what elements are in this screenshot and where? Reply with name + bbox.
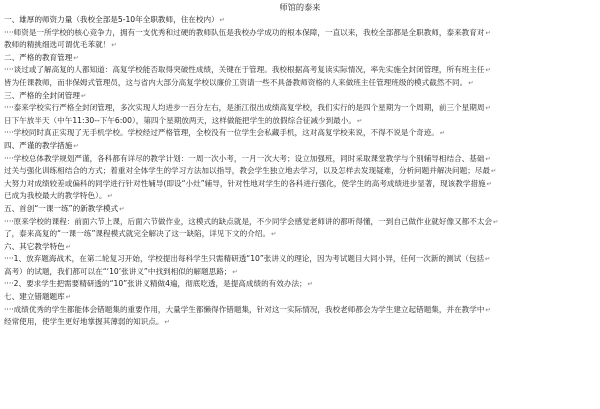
section-heading xyxy=(4,203,596,216)
line-text: ····成绩优秀的学生都能体会错题集的重要作用，大量学生都懒得作错题集，针对这一实际情况，我校老师都会为学生建立起错题集，并在教学中 xyxy=(4,304,485,314)
paragraph-mark: ↵ xyxy=(468,78,474,87)
line-text: 六、其它教学特色 xyxy=(4,241,65,251)
document-body xyxy=(4,14,596,329)
paragraph-line xyxy=(4,228,596,241)
paragraph-mark: ↵ xyxy=(307,280,314,289)
section-heading xyxy=(4,241,596,254)
paragraph-line xyxy=(4,115,596,128)
paragraph-line xyxy=(4,190,596,203)
line-text: ····2、要求学生把需要精研透的“10”张讲义精做4遍，彻底吃透，是提高成绩的有效办法； xyxy=(4,279,307,289)
line-text: 了，泰来高复的“一课一练”课程模式就完全解决了这一缺陷，详见下文的介绍。 xyxy=(4,229,271,239)
paragraph-line xyxy=(4,165,596,178)
line-text: 一、雄厚的师资力量（我校全部是5-10年全职教师，住在校内） xyxy=(4,15,219,24)
line-text: 日下午放半天（中午11:30--下午6:00），第四个星期放两天，这样做能把学生的放假综合征减少到最小。 xyxy=(4,115,356,125)
line-text: ····泰来学校实行严格全封闭管理，多次实现人均进步一百分左右，是浙江很出成绩高复学校，我们实行的是四个星期为一个周期，前三个星期周 xyxy=(4,103,485,113)
paragraph-mark: ↵ xyxy=(485,104,491,113)
line-text: ····师资是一所学校的核心竞争力，拥有一支优秀和过硬的教师队伍是我校办学成功的根本保障，一直以来，我校全部都是全职教师，泰来教育对 xyxy=(4,27,485,37)
paragraph-line xyxy=(4,316,596,329)
line-text: 二、严格的教育管理 xyxy=(4,52,73,62)
line-text: 皆为任课教师，而非保姆式管理员，这与省内大部分高复学校以廉价工资请一些不具备教师资格的人来做班主任管理班级的模式截然不同。 xyxy=(4,77,468,87)
line-text: 高考）的试题，我们都可以在“‘10’张讲义”中找到相似的解题思路； xyxy=(4,266,232,276)
paragraph-line xyxy=(4,27,596,40)
paragraph-mark: ↵ xyxy=(219,16,226,24)
paragraph-line xyxy=(4,178,596,191)
paragraph-mark: ↵ xyxy=(485,154,491,163)
paragraph-line xyxy=(4,266,596,279)
line-text: 三、严格的全封闭管理 xyxy=(4,90,80,100)
section-heading xyxy=(4,14,596,27)
paragraph-mark: ↵ xyxy=(271,230,277,239)
paragraph-mark: ↵ xyxy=(107,192,113,201)
paragraph-mark: ↵ xyxy=(356,116,363,125)
line-text: ····原来学校的课程：前面六节上课，后面六节做作业，这模式的缺点就是，不少同学会感觉老师讲的都听得懂，一到自己做作业就好像又都不太会 xyxy=(4,216,493,226)
line-text: ····1、放弃题海战术，在第二轮复习开始，学校提出每科学生只需精研透“10”张讲义的理论，因为考试题目大同小异，任何一次新的测试（包括 xyxy=(4,254,485,264)
paragraph-mark: ↵ xyxy=(232,267,238,276)
paragraph-line xyxy=(4,153,596,166)
paragraph-line xyxy=(4,39,596,52)
paragraph-line xyxy=(4,253,596,266)
line-text: ····学校同时真正实现了无手机学校。学校经过严格管理，全校没有一位学生会私藏手机，这对高复学校来说，不得不说是个奇迹。 xyxy=(4,128,439,138)
paragraph-mark: ↵ xyxy=(486,179,493,188)
line-text: 七、建立错题题库 xyxy=(4,292,65,302)
paragraph-mark: ↵ xyxy=(80,91,87,100)
paragraph-mark: ↵ xyxy=(485,66,491,75)
paragraph-mark: ↵ xyxy=(485,28,491,37)
line-text: 大努力对成绩较差或偏科的同学进行针对性辅导(即设“小灶”辅导，针对性地对学生的各科进行强化，使学生的高考成绩进步显著，现该教学措施 xyxy=(4,178,486,188)
paragraph-mark: ↵ xyxy=(65,293,72,302)
paragraph-line xyxy=(4,278,596,291)
paragraph-mark: ↵ xyxy=(119,204,125,213)
paragraph-mark: ↵ xyxy=(491,167,497,176)
paragraph-line xyxy=(4,127,596,140)
paragraph-mark: ↵ xyxy=(73,141,79,150)
paragraph-mark: ↵ xyxy=(493,217,499,226)
section-heading xyxy=(4,90,596,103)
paragraph-mark: ↵ xyxy=(164,318,170,327)
paragraph-line xyxy=(4,102,596,115)
paragraph-line xyxy=(4,304,596,317)
paragraph-mark: ↵ xyxy=(111,41,117,50)
paragraph-mark: ↵ xyxy=(485,255,491,264)
line-text: 过关与强化训练相结合的方式；着重对全体学生的学习方法加以指导，教会学生独立地去学习，以及怎样去发现疑难，分析问题并解决问题；尽最 xyxy=(4,166,490,176)
line-text: ····谈过或了解高复的人都知道：高复学校能否取得突破性成绩，关键在于管理。我校根据高考复读实际情况，率先实施全封闭管理，所有班主任 xyxy=(4,65,485,75)
paragraph-mark: ↵ xyxy=(439,129,446,138)
line-text: 五、首创“一课一练”的新教学模式 xyxy=(4,203,119,213)
line-text: 四、严谨的教学措施 xyxy=(4,140,73,150)
paragraph-line xyxy=(4,216,596,229)
document-title: 师馆的泰来 xyxy=(279,2,321,12)
document-page xyxy=(4,2,596,405)
paragraph-line xyxy=(4,77,596,90)
line-text: ····学校总体教学规划严谨，各科都有详尽的教学计划：一周一次小考，一月一次大考；设立加强班，同时采取课堂教学与个别辅导相结合、基础 xyxy=(4,153,485,163)
line-text: 教师的精挑细选可谓优毛苯就！ xyxy=(4,40,111,50)
paragraph-mark: ↵ xyxy=(485,305,491,314)
section-heading xyxy=(4,140,596,153)
line-text: 已成为我校最大的教学特色）。 xyxy=(4,191,107,201)
paragraph-mark: ↵ xyxy=(65,242,72,251)
line-text: 经常使用，使学生更好地掌握其薄弱的知识点。 xyxy=(4,317,164,327)
section-heading xyxy=(4,291,596,304)
paragraph-mark: ↵ xyxy=(73,53,79,62)
paragraph-line xyxy=(4,64,596,77)
section-heading xyxy=(4,52,596,65)
